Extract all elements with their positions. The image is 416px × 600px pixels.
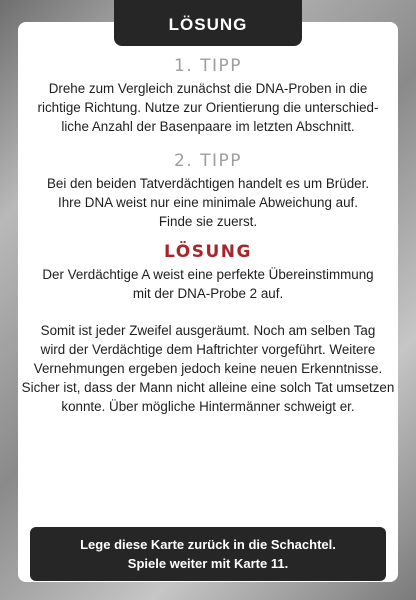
tip1-text [18,79,398,136]
text-line: Drehe zum Vergleich zunächst die DNA-Proben in die [48,81,368,96]
text-line: Somit ist jeder Zweifel ausgeräumt. Noch am selben Tag [40,323,376,338]
card-title-tab [114,0,302,46]
footer-line: Lege diese Karte zurück in die Schachtel. [80,537,336,552]
footer-instruction [30,527,386,581]
text-line: Ihre DNA weist nur eine minimale Abweichung auf. [58,195,358,210]
text-line: liche Anzahl der Basenpaare im letzten Abschnitt. [61,119,355,134]
text-line: richtige Richtung. Nutze zur Orientierung die unterschied- [37,100,379,115]
text-line: mit der DNA-Probe 2 auf. [132,286,284,301]
card-title: LÖSUNG [168,15,248,34]
text-line: konnte. Über mögliche Hintermänner schweigt er. [61,399,355,414]
footer-line: Spiele weiter mit Karte 11. [127,556,289,571]
text-line: Finde sie zuerst. [158,214,258,229]
tip1-heading: 1. TIPP [173,56,243,76]
card-content [18,55,398,416]
text-line: Der Verdächtige A weist eine perfekte Übereinstimmung [42,267,374,282]
text-line: Bei den beiden Tatverdächtigen handelt es um Brüder. [46,176,370,191]
text-line: Vernehmungen ergeben jedoch keine neuen Erkenntnisse. [33,361,383,376]
solution-heading: LÖSUNG [164,242,252,262]
solution-text [18,265,398,303]
text-line: wird der Verdächtige dem Haftrichter vorgeführt. Weitere [40,342,376,357]
tip2-text [18,174,398,231]
text-line: Sicher ist, dass der Mann nicht alleine eine solch Tat umsetzen [21,380,395,395]
story-text [18,321,398,416]
tip2-heading: 2. TIPP [173,151,243,171]
